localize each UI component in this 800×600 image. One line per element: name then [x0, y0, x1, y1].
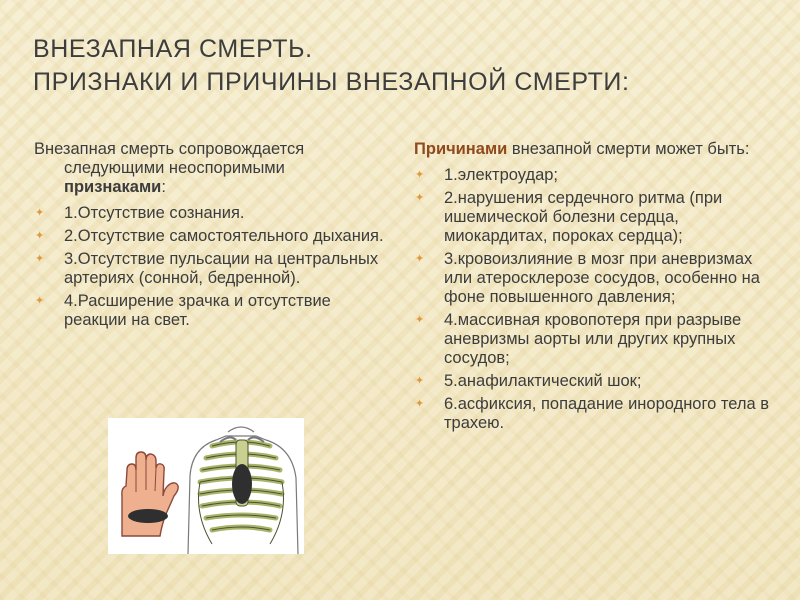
bullet-icon: ✦ [415, 253, 425, 265]
bullet-icon: ✦ [35, 295, 45, 307]
title-line-2: ПРИЗНАКИ И ПРИЧИНЫ ВНЕЗАПНОЙ СМЕРТИ: [33, 68, 630, 96]
list-item-text: 2.нарушения сердечного ритма (при ишемической болезни сердца, миокардитах, пороках сердца); [444, 189, 723, 245]
list-item [414, 250, 774, 307]
list-item [414, 166, 774, 185]
signs-list [34, 204, 386, 330]
bullet-icon: ✦ [415, 314, 425, 326]
causes-column [414, 140, 774, 437]
signs-intro-keyword: признаками [64, 178, 162, 196]
list-item [414, 189, 774, 246]
bullet-icon: ✦ [35, 207, 45, 219]
causes-intro-keyword: Причинами [414, 140, 508, 158]
list-item [34, 292, 386, 330]
list-item-text: 3.кровоизлияние в мозг при аневризмах или атеросклерозе сосудов, особенно на фоне повышенного давления; [444, 250, 760, 306]
causes-intro-text: внезапной смерти может быть: [507, 140, 750, 158]
hand-icon [122, 452, 178, 536]
list-item [34, 250, 386, 288]
signs-column [34, 140, 386, 334]
list-item-text: 2.Отсутствие самостоятельного дыхания. [64, 227, 384, 245]
list-item [414, 395, 774, 433]
list-item-text: 1.электроудар; [444, 166, 559, 184]
electrode-pad-icon [232, 464, 252, 504]
bullet-icon: ✦ [35, 230, 45, 242]
list-item-text: 5.анафилактический шок; [444, 372, 642, 390]
list-item-text: 6.асфиксия, попадание инородного тела в трахею. [444, 395, 770, 432]
illustration-svg [108, 418, 304, 554]
bullet-icon: ✦ [415, 192, 425, 204]
list-item [414, 311, 774, 368]
signs-intro-text: Внезапная смерть сопровождается следующими неоспоримыми [34, 140, 305, 177]
list-item-text: 4.массивная кровопотеря при разрыве аневризмы аорты или других крупных сосудов; [444, 311, 742, 367]
causes-list [414, 166, 774, 433]
bullet-icon: ✦ [415, 169, 425, 181]
title-line-1: ВНЕЗАПНАЯ СМЕРТЬ. [33, 35, 313, 63]
bullet-icon: ✦ [415, 398, 425, 410]
causes-intro [414, 140, 774, 159]
list-item-text: 4.Расширение зрачка и отсутствие реакции на свет. [64, 292, 331, 329]
list-item-text: 3.Отсутствие пульсации на центральных артериях (сонной, бедренной). [64, 250, 379, 287]
signs-intro [34, 140, 386, 197]
list-item [414, 372, 774, 391]
bullet-icon: ✦ [35, 253, 45, 265]
list-item-text: 1.Отсутствие сознания. [64, 204, 245, 222]
defibrillation-illustration [108, 418, 304, 554]
list-item [34, 227, 386, 246]
bullet-icon: ✦ [415, 375, 425, 387]
electrode-paddle-icon [128, 509, 168, 523]
slide-title [33, 33, 773, 99]
list-item [34, 204, 386, 223]
signs-intro-colon: : [161, 178, 166, 196]
